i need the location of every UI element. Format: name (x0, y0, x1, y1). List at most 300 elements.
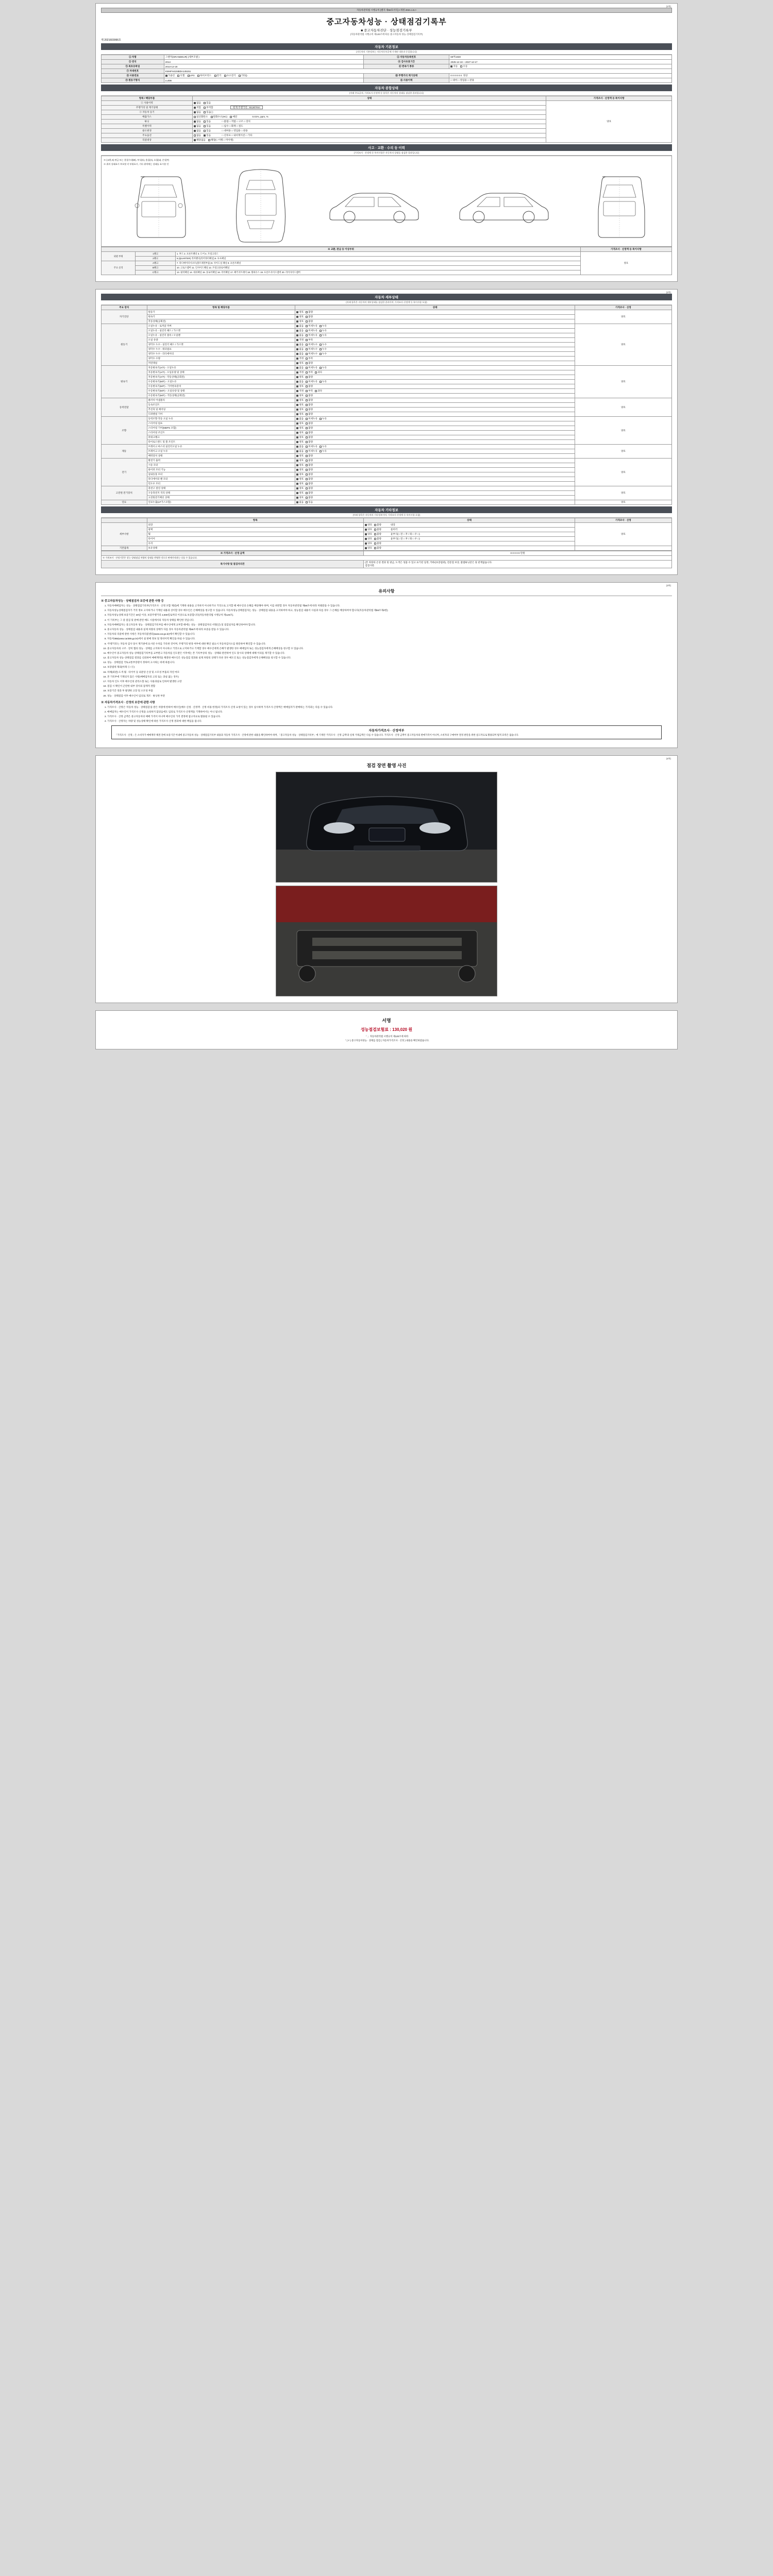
etc-opt-0-0[interactable] (365, 523, 372, 527)
detail-opt-4-2-1[interactable] (306, 427, 313, 430)
detail-opt-4-5-1[interactable] (306, 440, 313, 444)
checkbox-icon[interactable] (306, 320, 308, 323)
opinion-text-2: 검점사항. (365, 564, 375, 567)
detail-opt-5-0-1[interactable] (306, 445, 317, 448)
detail-opt-5-0-2[interactable] (320, 445, 327, 448)
checkbox-icon[interactable] (296, 404, 298, 406)
checkbox-icon[interactable] (296, 348, 298, 350)
detail-opt-2-3-2[interactable] (320, 380, 327, 383)
price-survey-box-title: 자동차가격조사 · 산정여부 (368, 729, 405, 733)
overall-7-opt-0[interactable]: 없음 (194, 134, 201, 137)
detail-opt-0-2-1[interactable] (306, 320, 313, 323)
etc-opt-1-0[interactable] (365, 528, 372, 531)
detail-opt-1-1-1[interactable] (306, 329, 317, 332)
overall-0-opt-1[interactable]: 있음 (204, 101, 211, 105)
detail-item-6-4: 라디에이터 팬 모터 (147, 477, 295, 482)
detail-opt-3-0-1[interactable] (306, 399, 313, 402)
checkbox-icon[interactable] (306, 473, 308, 476)
car-side-view-left-icon (325, 185, 423, 226)
detail-opt-label: 미세누유 (308, 417, 318, 420)
rank-a: A랭크 (136, 261, 175, 266)
checkbox-icon[interactable] (320, 348, 322, 350)
checkbox-icon[interactable] (306, 455, 308, 457)
detail-opt-5-1-2[interactable] (320, 450, 327, 453)
overall-1-opt-1[interactable]: 부적합 (204, 106, 213, 109)
overall-6-opt-0[interactable]: 없음 (194, 129, 201, 132)
checkbox-icon[interactable] (296, 353, 298, 355)
notice2-item-0: 1. 가격조사 · 산정은 '자동차 성능 · 상태점검'을 받은 차량에 한하여 매수인(매수 신청 · 산정액 · 산정 비용 한정)의 가격조사·산정 요청이 있는 경우 실시하며 가격조사·산정액은 매매업자가 판매하는 가격과는 다를 수 있습니다. (107, 706, 672, 709)
checkbox-icon[interactable] (296, 316, 298, 318)
detail-opt-1-5-1[interactable] (306, 348, 317, 351)
checkbox-icon[interactable] (296, 334, 298, 336)
checkbox-icon[interactable] (374, 529, 376, 531)
checkbox-icon[interactable] (306, 450, 308, 452)
detail-opt-label: 양호 (299, 487, 304, 489)
price-band-label: ※ 가격조사 · 산정 금액 (102, 551, 364, 556)
detail-opt-label: 미세누유 (308, 450, 318, 452)
checkbox-icon[interactable] (296, 390, 298, 392)
checkbox-icon[interactable] (306, 385, 308, 387)
detail-opt-1-1-2[interactable] (320, 329, 327, 332)
detail-opt-1-2-2[interactable] (320, 334, 327, 337)
detail-opt-label: 양호 (299, 468, 304, 471)
detail-opt-1-0-1[interactable] (306, 325, 317, 328)
detail-opt-label: 양호 (299, 473, 304, 476)
checkbox-icon[interactable] (306, 367, 308, 369)
detail-opt-1-4-0[interactable] (296, 343, 304, 346)
detail-opt-2-0-2[interactable] (320, 366, 327, 369)
checkbox-icon[interactable] (296, 409, 298, 411)
checkbox-icon[interactable] (296, 395, 298, 397)
detail-opt-4-0-0[interactable] (296, 417, 304, 420)
detail-opt-1-7-1[interactable] (306, 357, 313, 360)
detail-opt-label: 양호 (299, 385, 304, 387)
detail-opt-6-5-0[interactable] (296, 482, 304, 485)
checkbox-icon[interactable] (365, 524, 367, 526)
detail-opt-2-1-0[interactable] (296, 371, 304, 374)
detail-opt-1-5-0[interactable] (296, 348, 304, 351)
page-subtitle: ■ 중고자동차진단 · 성능점검기록부 (361, 29, 412, 32)
checkbox-icon[interactable] (320, 381, 322, 383)
detail-opt-1-4-2[interactable] (320, 343, 327, 346)
etc-opt-0-1[interactable] (374, 523, 381, 527)
checkbox-icon[interactable] (306, 381, 308, 383)
detail-opt-0-1-1[interactable] (306, 315, 313, 318)
detail-opt-2-2-1[interactable] (306, 376, 313, 379)
etc-opt-1-1[interactable] (374, 528, 381, 531)
checkbox-icon[interactable] (320, 450, 322, 452)
overall-head-state: 상태 (193, 96, 546, 101)
checkbox-icon[interactable] (306, 339, 308, 341)
detail-opt-4-4-0[interactable] (296, 436, 304, 439)
checkbox-icon[interactable] (306, 446, 308, 448)
overall-5-opt-0[interactable]: 없음 (194, 125, 201, 128)
detail-opt-label: 불량 (308, 403, 313, 406)
checkbox-icon[interactable] (306, 492, 308, 494)
checkbox-icon[interactable] (365, 529, 367, 531)
checkbox-icon[interactable] (296, 371, 298, 374)
checkbox-icon[interactable] (306, 362, 308, 364)
use-change-detail: □ 대여용 □ 영업용 □ 관용 (222, 129, 248, 132)
checkbox-icon[interactable] (320, 325, 322, 327)
checkbox-icon[interactable] (320, 330, 322, 332)
detail-opt-7-0-1[interactable] (306, 487, 313, 490)
checkbox-icon[interactable] (374, 533, 376, 535)
overall-3-opt-1[interactable]: 탄화수소(HC) (211, 115, 227, 118)
detail-opt-4-0-2[interactable] (320, 417, 327, 420)
checkbox-icon[interactable] (365, 543, 367, 545)
etc-base-opt-0[interactable] (365, 547, 372, 550)
detail-opt-0-0-1[interactable] (306, 311, 313, 314)
detail-opt-3-2-1[interactable] (306, 408, 313, 411)
detail-state-6-2 (295, 468, 575, 472)
detail-opt-7-1-0[interactable] (296, 492, 304, 495)
detail-opt-3-3-1[interactable] (306, 413, 313, 416)
detail-note-0: 양호 (575, 310, 671, 324)
checkbox-icon[interactable] (306, 348, 308, 350)
checkbox-icon[interactable] (306, 478, 308, 480)
detail-opt-0-0-0[interactable] (296, 311, 304, 314)
table-row (102, 398, 672, 403)
detail-opt-label: 양호 (299, 376, 304, 378)
detail-opt-7-0-0[interactable] (296, 487, 304, 490)
detail-opt-5-1-0[interactable] (296, 450, 304, 453)
checkbox-icon[interactable] (306, 464, 308, 466)
checkbox-icon[interactable] (296, 492, 298, 494)
detail-opt-2-5-2[interactable] (315, 389, 322, 393)
checkbox-icon[interactable] (365, 533, 367, 535)
checkbox-icon[interactable] (306, 358, 308, 360)
detail-opt-2-2-0[interactable] (296, 376, 304, 379)
fuel-lpg[interactable]: LPG (188, 74, 195, 77)
checkbox-icon[interactable] (320, 367, 322, 369)
checkbox-icon[interactable] (365, 538, 367, 540)
detail-state-4-4 (295, 435, 575, 440)
checkbox-icon[interactable] (374, 543, 376, 545)
detail-opt-6-3-0[interactable] (296, 473, 304, 476)
detail-state-6-0 (295, 459, 575, 463)
checkbox-icon[interactable] (296, 427, 298, 429)
detail-opt-8-0-1[interactable] (306, 501, 313, 504)
section-overall-note: (아래 주요골격, 가격조사·산정액 등 항목은 자동차의 상태를 점검한 결과입니다) (101, 91, 672, 96)
checkbox-icon[interactable] (320, 344, 322, 346)
etc-head-item: 항목 (147, 518, 364, 523)
checkbox-icon[interactable] (296, 460, 298, 462)
detail-opt-label: 불량 (308, 436, 313, 438)
checkbox-icon[interactable] (296, 478, 298, 480)
fee-label: 성능점검보험료 : (360, 1027, 391, 1032)
page-title: 중고자동차성능 · 상태점검기록부 (326, 18, 447, 26)
detail-opt-8-0-0[interactable] (296, 501, 304, 504)
checkbox-icon[interactable] (306, 376, 308, 378)
detail-opt-6-2-1[interactable] (306, 468, 313, 471)
transmission-auto[interactable]: 자동 (450, 65, 458, 68)
overall-8-opt-0[interactable]: 해당없음 (194, 139, 206, 142)
overall-3-opt-0[interactable]: 일산화탄소 (194, 115, 208, 118)
detail-opt-5-0-0[interactable] (296, 445, 304, 448)
detail-opt-2-1-2[interactable] (315, 371, 322, 374)
checkbox-icon[interactable] (296, 362, 298, 364)
checkbox-icon[interactable] (296, 399, 298, 401)
etc-opt-3-1[interactable] (374, 537, 381, 540)
overall-5-opt-1[interactable]: 있음 (204, 125, 211, 128)
checkbox-icon[interactable] (306, 418, 308, 420)
checkbox-icon[interactable] (315, 371, 317, 374)
detail-opt-label: 누유 (322, 325, 327, 327)
detail-opt-2-5-1[interactable] (306, 389, 313, 393)
overall-4-opt-1[interactable]: 있음 (204, 120, 211, 123)
sheet-page-1 (95, 3, 678, 282)
overall-0-opt-0[interactable]: 없음 (194, 101, 201, 105)
notice-item-11: 12. 중고자동차 성능·상태점검 결과를 신뢰하여 매매계약을 체결한 매수인은 성능점검 결과와 실제 차량의 상태가 다른 경우 매도인 또는 성능점검자에게 손해배상을 청구할 수 있습니다. (107, 656, 672, 659)
notice-item-0: 1. 자동차매매업자는 성능 · 상태점검기록부(가격조사 · 산정 포함 제외)에 기재한 내용을 고지하지 아니하거나 거짓으로 고지할 때 매수인의 손해를 배상해야 하며, 이를 위반할 경우 자동차관리법 제58조에 따라 처벌받을 수 있습니다. (107, 604, 672, 607)
checkbox-icon[interactable] (306, 483, 308, 485)
detail-opt-6-4-0[interactable] (296, 478, 304, 481)
etc-secondary-0: 내장 (390, 523, 395, 526)
checkbox-icon[interactable] (296, 381, 298, 383)
transmission-manual[interactable]: 수동 (460, 65, 467, 68)
checkbox-icon[interactable] (374, 538, 376, 540)
checkbox-icon[interactable] (296, 473, 298, 476)
detail-opt-1-0-2[interactable] (320, 325, 327, 328)
detail-state-4-1 (295, 421, 575, 426)
detail-opt-4-0-1[interactable] (306, 417, 317, 420)
notice-item-5: 6. 중고자동차 성능 · 상태점검 내용과 실제 차량의 상태가 다를 경우 자동차관리법 제58조에 따라 보증을 받을 수 있습니다. (107, 628, 672, 631)
overall-1-opt-0[interactable]: 적합 (194, 106, 201, 109)
detail-opt-1-0-0[interactable] (296, 325, 304, 328)
checkbox-icon[interactable] (296, 450, 298, 452)
detail-opt-2-6-1[interactable] (306, 394, 313, 397)
checkbox-icon[interactable] (306, 422, 308, 425)
detail-opt-3-2-0[interactable] (296, 408, 304, 411)
table-row (102, 551, 672, 556)
checkbox-icon[interactable] (306, 497, 308, 499)
detail-opt-label: 없음 (299, 501, 304, 503)
checkbox-icon[interactable] (306, 371, 308, 374)
detail-opt-label: 없음 (299, 329, 304, 332)
checkbox-icon[interactable] (320, 334, 322, 336)
checkbox-icon[interactable] (306, 390, 308, 392)
checkbox-icon[interactable] (306, 334, 308, 336)
detail-opt-1-8-0[interactable] (296, 362, 304, 365)
detail-opt-7-2-0[interactable] (296, 496, 304, 499)
checkbox-icon[interactable] (296, 432, 298, 434)
checkbox-icon[interactable] (306, 460, 308, 462)
checkbox-icon[interactable] (296, 501, 298, 503)
overall-8-opt-1[interactable]: 해당(□ 이행 □ 미이행) (208, 139, 233, 142)
checkbox-icon[interactable] (296, 330, 298, 332)
checkbox-icon[interactable] (296, 422, 298, 425)
detail-opt-5-2-0[interactable] (296, 454, 304, 457)
fuel-value (164, 74, 363, 78)
etc-opt-4-0[interactable] (365, 542, 372, 545)
detail-opt-6-0-0[interactable] (296, 459, 304, 462)
detail-opt-3-0-0[interactable] (296, 399, 304, 402)
detail-opt-0-1-0[interactable] (296, 315, 304, 318)
checkbox-icon[interactable] (306, 487, 308, 489)
fuel-electric[interactable]: 전기 (214, 74, 222, 77)
checkbox-icon[interactable] (296, 441, 298, 443)
checkbox-icon[interactable] (306, 353, 308, 355)
table-head-row (102, 518, 672, 523)
fuel-hybrid[interactable]: 하이브리드 (197, 74, 211, 77)
detail-opt-3-3-0[interactable] (296, 413, 304, 416)
checkbox-icon[interactable] (296, 358, 298, 360)
checkbox-icon[interactable] (296, 483, 298, 485)
checkbox-icon[interactable] (296, 325, 298, 327)
checkbox-icon[interactable] (306, 436, 308, 438)
etc-head-blank (102, 518, 147, 523)
overall-4-opt-0[interactable]: 없음 (194, 120, 201, 123)
detail-opt-1-7-0[interactable] (296, 357, 304, 360)
checkbox-icon[interactable] (296, 497, 298, 499)
checkbox-icon[interactable] (320, 446, 322, 448)
detail-opt-6-1-1[interactable] (306, 464, 313, 467)
detail-opt-6-2-0[interactable] (296, 468, 304, 471)
checkbox-icon[interactable] (296, 311, 298, 313)
basic-label-9: ⑨ 원동기형식 (102, 78, 164, 83)
checkbox-icon[interactable] (365, 547, 367, 549)
detail-opt-1-3-1[interactable] (306, 338, 313, 342)
checkbox-icon[interactable] (306, 432, 308, 434)
detail-opt-2-1-1[interactable] (306, 371, 313, 374)
checkbox-icon[interactable] (296, 418, 298, 420)
checkbox-icon[interactable] (306, 325, 308, 327)
etc-state-3 (364, 537, 575, 541)
detail-opt-3-1-0[interactable] (296, 403, 304, 406)
checkbox-icon[interactable] (306, 344, 308, 346)
checkbox-icon[interactable] (306, 469, 308, 471)
detail-opt-4-1-0[interactable] (296, 422, 304, 425)
checkbox-icon[interactable] (296, 376, 298, 378)
checkbox-icon[interactable] (296, 385, 298, 387)
checkbox-icon[interactable] (374, 524, 376, 526)
fuel-hydrogen[interactable]: 수소전기 (224, 74, 236, 77)
detail-state-6-3 (295, 472, 575, 477)
detail-opt-1-2-0[interactable] (296, 334, 304, 337)
overall-2-opt-0[interactable]: 없음 (194, 111, 201, 114)
checkbox-icon[interactable] (296, 446, 298, 448)
detail-opt-4-1-1[interactable] (306, 422, 313, 425)
detail-opt-2-4-1[interactable] (306, 385, 313, 388)
detail-opt-1-2-1[interactable] (306, 334, 317, 337)
overall-2-opt-1[interactable]: 있음( ) (204, 111, 213, 114)
overall-7-opt-1[interactable]: 있음 (204, 134, 211, 137)
detail-state-1-6 (295, 352, 575, 357)
detail-opt-6-3-1[interactable] (306, 473, 313, 476)
detail-opt-6-4-1[interactable] (306, 478, 313, 481)
checkbox-icon[interactable] (296, 464, 298, 466)
checkbox-icon[interactable] (296, 455, 298, 457)
checkbox-icon[interactable] (296, 320, 298, 323)
checkbox-icon[interactable] (306, 501, 308, 503)
detail-opt-4-3-1[interactable] (306, 431, 313, 434)
checkbox-icon[interactable] (296, 436, 298, 438)
detail-opt-2-3-0[interactable] (296, 380, 304, 383)
detail-opt-label: 부족 (308, 389, 313, 392)
detail-opt-2-3-1[interactable] (306, 380, 317, 383)
detail-opt-3-1-1[interactable] (306, 403, 313, 406)
notice-item-17: 18. 점검 시 확인이 곤란한 내부 장치의 잠재적 결함 (107, 685, 672, 688)
detail-opt-2-6-0[interactable] (296, 394, 304, 397)
detail-opt-7-1-1[interactable] (306, 492, 313, 495)
overall-item-3: 배출가스 (102, 115, 193, 120)
detail-opt-1-5-2[interactable] (320, 348, 327, 351)
etc-base-opt-1[interactable] (374, 547, 381, 550)
detail-opt-6-0-1[interactable] (306, 459, 313, 462)
checkbox-icon[interactable] (306, 441, 308, 443)
checkbox-icon[interactable] (296, 487, 298, 489)
detail-opt-1-3-0[interactable] (296, 338, 304, 342)
detail-opt-2-4-0[interactable] (296, 385, 304, 388)
detail-opt-label: 미세누유 (308, 366, 318, 369)
detail-opt-1-6-2[interactable] (320, 352, 327, 355)
checkbox-icon[interactable] (320, 418, 322, 420)
detail-opt-1-6-0[interactable] (296, 352, 304, 355)
detail-opt-6-1-0[interactable] (296, 464, 304, 467)
detail-opt-2-0-1[interactable] (306, 366, 317, 369)
detail-opt-label: 부족 (308, 371, 313, 374)
overall-6-opt-1[interactable]: 있음 (204, 129, 211, 132)
checkbox-icon[interactable] (306, 316, 308, 318)
detail-opt-4-3-0[interactable] (296, 431, 304, 434)
fuel-diesel[interactable]: 디젤 (177, 74, 184, 77)
checkbox-icon[interactable] (320, 353, 322, 355)
detail-opt-0-2-0[interactable] (296, 320, 304, 323)
checkbox-icon[interactable] (306, 409, 308, 411)
detail-opt-5-1-1[interactable] (306, 450, 317, 453)
detail-opt-4-2-0[interactable] (296, 427, 304, 430)
checkbox-icon[interactable] (306, 399, 308, 401)
checkbox-icon[interactable] (306, 330, 308, 332)
detail-opt-4-5-0[interactable] (296, 440, 304, 444)
checkbox-icon[interactable] (296, 344, 298, 346)
detail-opt-5-2-1[interactable] (306, 454, 313, 457)
detail-opt-2-0-0[interactable] (296, 366, 304, 369)
etc-opt-4-1[interactable] (374, 542, 381, 545)
etc-opt-2-0[interactable] (365, 533, 372, 536)
detail-opt-2-5-0[interactable] (296, 389, 304, 393)
checkbox-icon[interactable] (296, 367, 298, 369)
detail-opt-1-6-1[interactable] (306, 352, 317, 355)
table-row (102, 500, 672, 505)
checkbox-icon[interactable] (296, 413, 298, 415)
detail-opt-7-2-1[interactable] (306, 496, 313, 499)
notice-item-8: 9. '주행거리'는 자동차 검사 당시 계기판에 표시된 수치를 기록한 것이며, 주행거리 변경 여부에 대한 확인 필요시 자동차검사소를 방문하여 확인할 수 있습니다. (107, 642, 672, 646)
checkbox-icon[interactable] (306, 427, 308, 429)
checkbox-icon[interactable] (374, 547, 376, 549)
checkbox-icon[interactable] (315, 390, 317, 392)
overall-3-opt-2[interactable]: 매연 (230, 115, 237, 118)
checkbox-icon[interactable] (306, 413, 308, 415)
detail-opt-1-4-1[interactable] (306, 343, 317, 346)
fuel-other[interactable]: 기타() (239, 74, 247, 77)
etc-opt-3-0[interactable] (365, 537, 372, 540)
detail-opt-1-8-1[interactable] (306, 362, 313, 365)
etc-opt-2-1[interactable] (374, 533, 381, 536)
detail-opt-4-4-1[interactable] (306, 436, 313, 439)
checkbox-icon[interactable] (306, 404, 308, 406)
detail-opt-1-1-0[interactable] (296, 329, 304, 332)
detail-opt-6-5-1[interactable] (306, 482, 313, 485)
checkbox-icon[interactable] (306, 311, 308, 313)
fuel-gasoline[interactable]: 가솔린 (165, 74, 175, 77)
checkbox-icon[interactable] (296, 339, 298, 341)
detail-state-4-0 (295, 417, 575, 421)
section-accident-band: 사고 · 교환 · 수리 등 이력 (101, 144, 672, 151)
checkbox-icon[interactable] (296, 469, 298, 471)
checkbox-icon[interactable] (306, 395, 308, 397)
